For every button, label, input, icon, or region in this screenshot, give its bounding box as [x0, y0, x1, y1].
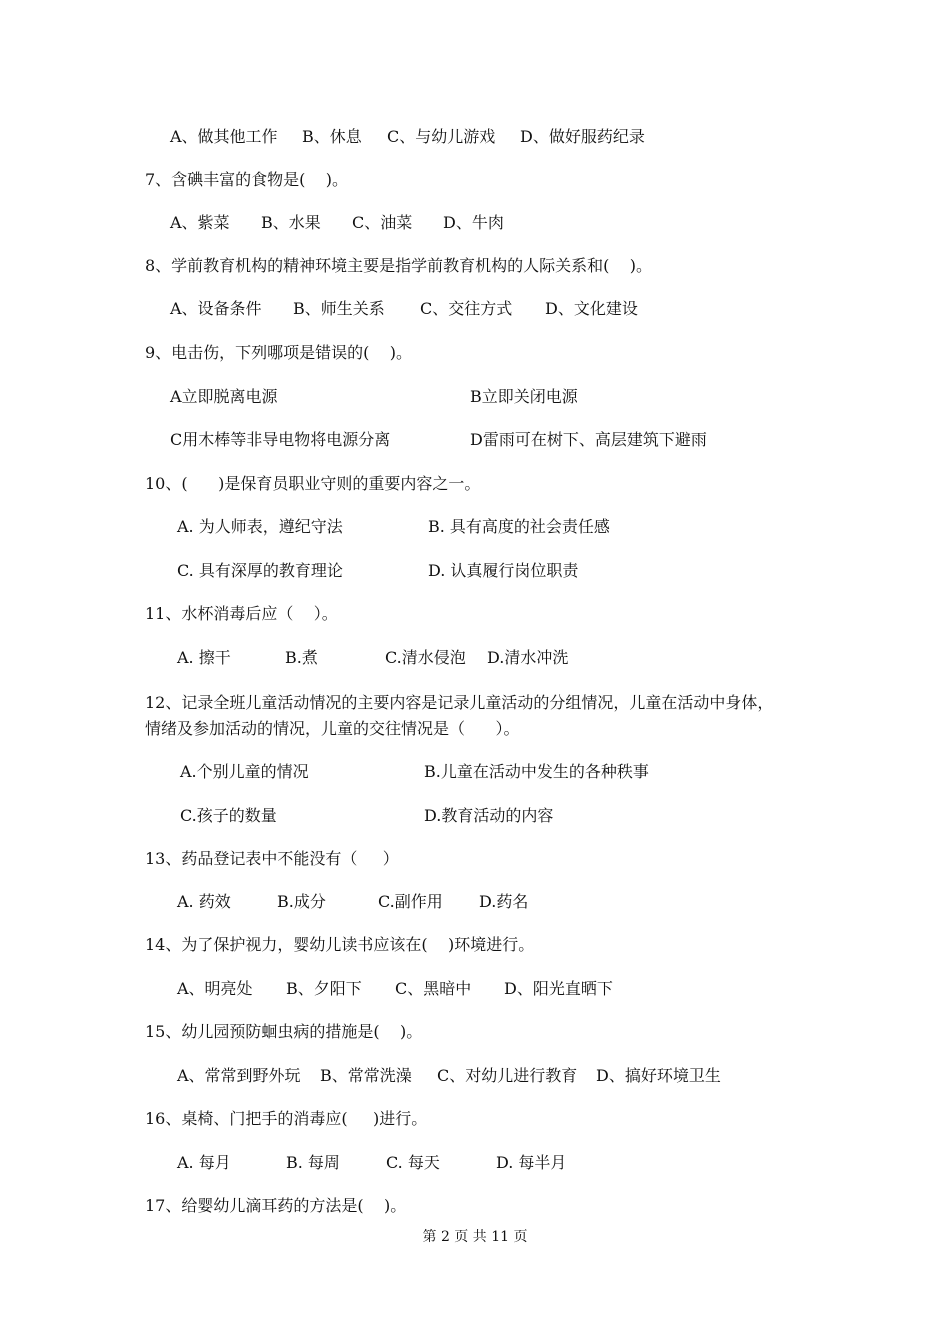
q16-stem: 16、桌椅、门把手的消毒应( )进行。: [145, 1109, 428, 1128]
q13-stem: 13、药品登记表中不能没有（ ）: [145, 849, 399, 868]
q11-option-a: A. 擦干: [177, 648, 231, 667]
q7-stem: 7、含碘丰富的食物是( )。: [145, 170, 349, 189]
q13-option-b: B.成分: [277, 892, 326, 911]
q14-option-b: B、夕阳下: [286, 979, 362, 998]
q9-option-c: C用木棒等非导电物将电源分离: [170, 430, 391, 449]
q6-option-c: C、与幼儿游戏: [387, 127, 496, 146]
q16-option-a: A. 每月: [177, 1153, 231, 1172]
q8-option-b: B、师生关系: [293, 299, 385, 318]
q8-option-c: C、交往方式: [420, 299, 513, 318]
q10-stem: 10、( )是保育员职业守则的重要内容之一。: [145, 474, 481, 493]
q7-option-d: D、牛肉: [443, 213, 504, 232]
q10-option-d: D. 认真履行岗位职责: [428, 561, 579, 580]
q14-option-c: C、黑暗中: [395, 979, 472, 998]
q8-stem: 8、学前教育机构的精神环境主要是指学前教育机构的人际关系和( )。: [145, 256, 653, 275]
q17-stem: 17、给婴幼儿滴耳药的方法是( )。: [145, 1196, 407, 1215]
q7-option-a: A、紫菜: [170, 213, 230, 232]
q15-option-c: C、对幼儿进行教育: [437, 1066, 578, 1085]
q11-stem: 11、水杯消毒后应（ ）。: [145, 604, 338, 623]
q15-stem: 15、幼儿园预防蛔虫病的措施是( )。: [145, 1022, 423, 1041]
q11-option-d: D.清水冲洗: [487, 648, 569, 667]
q11-option-c: C.清水侵泡: [385, 648, 466, 667]
q7-option-c: C、油菜: [352, 213, 413, 232]
q9-option-b: B立即关闭电源: [470, 387, 578, 406]
q6-option-a: A、做其他工作: [170, 127, 278, 146]
q15-option-a: A、常常到野外玩: [177, 1066, 301, 1085]
q12-option-a: A.个别儿童的情况: [180, 762, 309, 781]
q14-stem: 14、为了保护视力，婴幼儿读书应该在( )环境进行。: [145, 935, 535, 954]
q16-option-c: C. 每天: [386, 1153, 440, 1172]
q15-option-d: D、搞好环境卫生: [596, 1066, 721, 1085]
q8-option-d: D、文化建设: [545, 299, 638, 318]
q16-option-d: D. 每半月: [496, 1153, 567, 1172]
q15-option-b: B、常常洗澡: [320, 1066, 412, 1085]
q13-option-a: A. 药效: [177, 892, 231, 911]
q10-option-a: A. 为人师表，遵纪守法: [177, 517, 343, 536]
q10-option-b: B. 具有高度的社会责任感: [428, 517, 610, 536]
q12-stem-line2: 情绪及参加活动的情况，儿童的交往情况是（ ）。: [145, 719, 520, 738]
q9-option-a: A立即脱离电源: [170, 387, 278, 406]
q8-option-a: A、设备条件: [170, 299, 262, 318]
q6-option-b: B、休息: [302, 127, 362, 146]
page-footer: 第 2 页 共 11 页: [422, 1229, 528, 1245]
q14-option-a: A、明亮处: [177, 979, 253, 998]
q7-option-b: B、水果: [261, 213, 321, 232]
q12-option-c: C.孩子的数量: [180, 806, 277, 825]
q10-option-c: C. 具有深厚的教育理论: [177, 561, 343, 580]
q13-option-c: C.副作用: [378, 892, 443, 911]
q11-option-b: B.煮: [285, 648, 318, 667]
q12-option-b: B.儿童在活动中发生的各种秩事: [424, 762, 649, 781]
q6-option-d: D、做好服药纪录: [520, 127, 645, 146]
q9-option-d: D雷雨可在树下、高层建筑下避雨: [470, 430, 707, 449]
q13-option-d: D.药名: [479, 892, 529, 911]
q12-option-d: D.教育活动的内容: [424, 806, 554, 825]
q12-stem-line1: 12、记录全班儿童活动情况的主要内容是记录儿童活动的分组情况，儿童在活动中身体，: [145, 693, 774, 712]
q16-option-b: B. 每周: [286, 1153, 340, 1172]
q14-option-d: D、阳光直晒下: [504, 979, 613, 998]
q9-stem: 9、电击伤，下列哪项是错误的( )。: [145, 343, 413, 362]
